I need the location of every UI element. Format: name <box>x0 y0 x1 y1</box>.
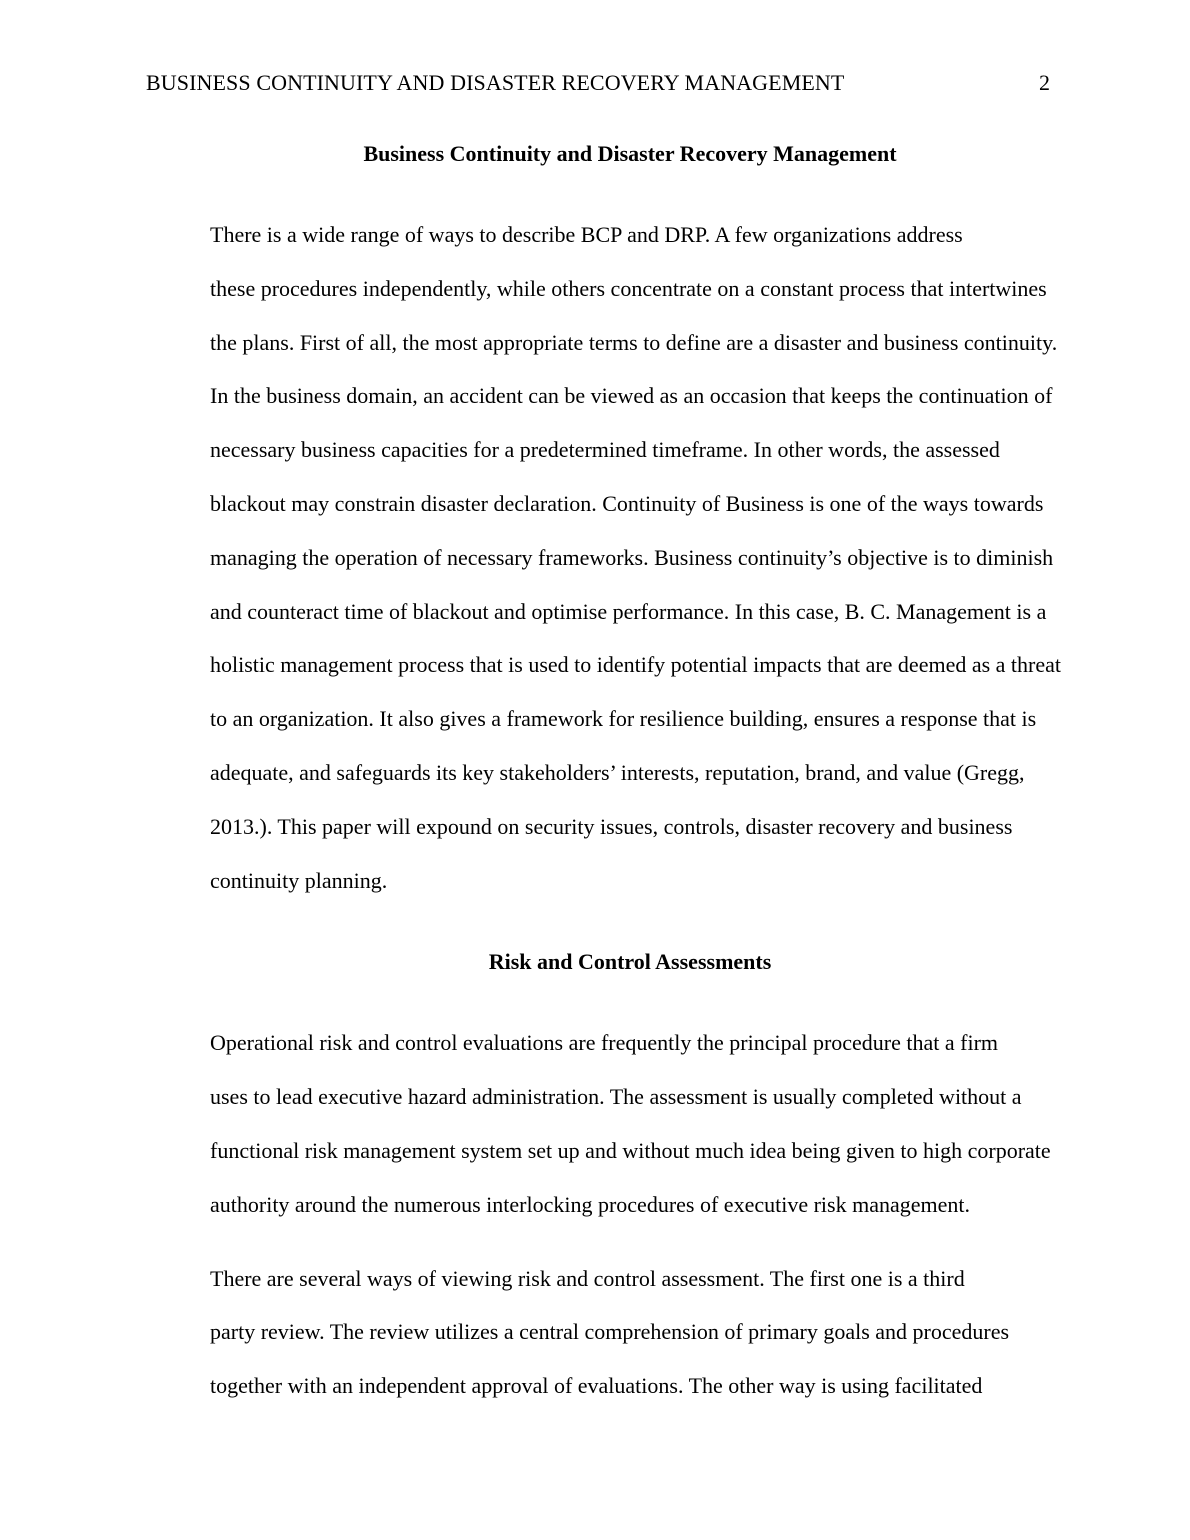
text-line: managing the operation of necessary frameworks. Business continuity’s objective is to diminish <box>210 544 1054 570</box>
text-line: Operational risk and control evaluations are frequently the principal procedure that a firm <box>210 1030 999 1056</box>
text-line: authority around the numerous interlocking procedures of executive risk management. <box>210 1191 970 1217</box>
text-line: holistic management process that is used to identify potential impacts that are deemed as a threat <box>210 652 1062 678</box>
text-line: 2013.). This paper will expound on security issues, controls, disaster recovery and business <box>210 813 1013 839</box>
text-line: to an organization. It also gives a framework for resilience building, ensures a response that is <box>210 706 1037 732</box>
text-line: adequate, and safeguards its key stakeholders’ interests, reputation, brand, and value (Gregg, <box>210 759 1025 785</box>
running-head: BUSINESS CONTINUITY AND DISASTER RECOVERY MANAGEMENT <box>146 70 845 95</box>
text-line: these procedures independently, while others concentrate on a constant process that intertwines <box>210 275 1047 301</box>
paragraph <box>140 208 1062 907</box>
document-body <box>140 137 1062 1413</box>
text-line: blackout may constrain disaster declaration. Continuity of Business is one of the ways towards <box>210 490 1044 516</box>
text-line: There is a wide range of ways to describe BCP and DRP. A few organizations address <box>210 222 963 247</box>
text-line: uses to lead executive hazard administration. The assessment is usually completed without a <box>210 1084 1022 1110</box>
page-number: 2 <box>1039 70 1050 95</box>
text-line: necessary business capacities for a predetermined timeframe. In other words, the assessed <box>210 437 1000 463</box>
text-line: There are several ways of viewing risk and control assessment. The first one is a third <box>210 1265 965 1291</box>
text-line: functional risk management system set up and without much idea being given to high corporate <box>210 1137 1051 1163</box>
paragraph <box>140 1252 1050 1413</box>
paragraph <box>140 1016 1050 1231</box>
text-line: the plans. First of all, the most appropriate terms to define are a disaster and business continuity. <box>210 329 1058 355</box>
text-line: together with an independent approval of evaluations. The other way is using facilitated <box>210 1373 983 1399</box>
section-heading: Business Continuity and Disaster Recovery Management <box>363 141 897 166</box>
text-line: In the business domain, an accident can be viewed as an occasion that keeps the continuation of <box>210 383 1053 409</box>
text-line: and counteract time of blackout and optimise performance. In this case, B. C. Management is a <box>210 598 1047 624</box>
text-line: party review. The review utilizes a central comprehension of primary goals and procedures <box>210 1319 1010 1345</box>
section-heading: Risk and Control Assessments <box>488 949 772 975</box>
text-line: continuity planning. <box>210 867 388 893</box>
